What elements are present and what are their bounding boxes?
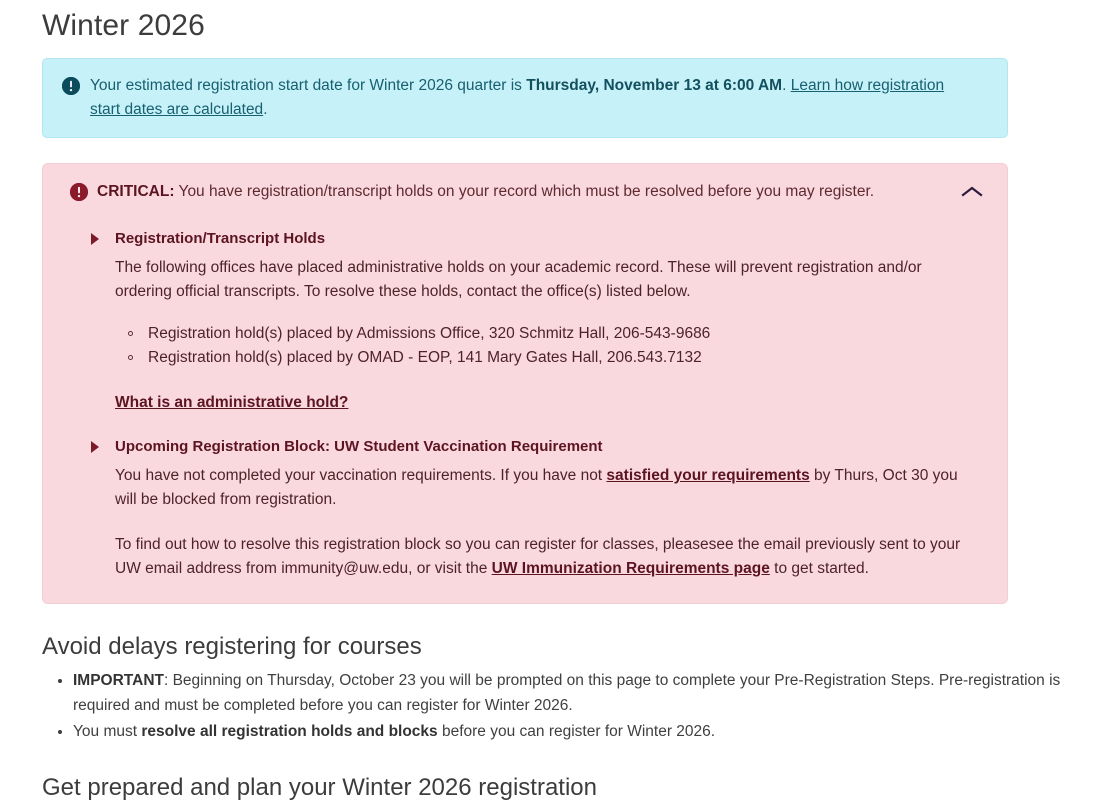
list-item xyxy=(73,719,1119,744)
vacc-p2-after: to get started. xyxy=(769,560,869,577)
what-is-administrative-hold-link[interactable]: What is an administrative hold? xyxy=(115,394,349,411)
resolve-holds-prefix: You must xyxy=(73,723,142,740)
holds-section-heading-label: Registration/Transcript Holds xyxy=(115,230,326,247)
holds-list xyxy=(115,322,977,370)
vaccination-block-body xyxy=(91,464,977,581)
alert-header xyxy=(43,164,1007,216)
holds-section-body xyxy=(91,256,977,415)
banner-trailing-period: . xyxy=(263,101,268,118)
exclamation-circle-icon xyxy=(62,77,80,95)
important-text: : Beginning on Thursday, October 23 you will be prompted on this page to complete your Pre-Registration Steps. Pre-registration is required and must be completed before you can register for Winter 2026. xyxy=(73,672,1061,714)
vacc-p2-before: To find out how to resolve this registration block so you can register for classes, pleasesee the email previously sent to your UW email address from immunity@uw.edu, or visit the xyxy=(115,536,961,577)
alert-headline xyxy=(88,181,957,202)
resolve-holds-bold: resolve all registration holds and blocks xyxy=(141,723,438,740)
banner-message xyxy=(90,74,970,122)
satisfied-your-requirements-link[interactable]: satisfied your requirements xyxy=(606,467,810,484)
avoid-delays-list xyxy=(42,668,1119,744)
vaccination-paragraph-2 xyxy=(115,533,977,581)
admin-hold-link-wrapper xyxy=(115,391,977,415)
page-title: Winter 2026 xyxy=(42,9,205,42)
get-prepared-title: Get prepared and plan your Winter 2026 registration xyxy=(42,774,597,801)
banner-date: Thursday, November 13 at 6:00 AM xyxy=(526,77,783,94)
critical-headline-text: You have registration/transcript holds on your record which must be resolved before you may register. xyxy=(174,183,875,200)
holds-description: The following offices have placed administrative holds on your academic record. These will prevent registration and/or ordering official transcripts. To resolve these holds, contact the office(s) listed below. xyxy=(115,259,922,300)
resolve-holds-text: before you can register for Winter 2026. xyxy=(437,723,716,740)
chevron-up-icon[interactable] xyxy=(957,181,987,203)
exclamation-circle-icon xyxy=(70,183,88,201)
list-item: Registration hold(s) placed by OMAD - EOP, 141 Mary Gates Hall, 206.543.7132 xyxy=(124,346,977,370)
vacc-p1-before: You have not completed your vaccination requirements. If you have not xyxy=(115,467,607,484)
list-item: Registration hold(s) placed by Admissions Office, 320 Schmitz Hall, 206-543-9686 xyxy=(124,322,977,346)
triangle-right-icon xyxy=(91,441,99,453)
learn-how-start-dates-link[interactable]: Learn how registration start dates are calculated xyxy=(90,77,945,118)
important-label: IMPORTANT xyxy=(73,672,164,689)
uw-immunization-requirements-link[interactable]: UW Immunization Requirements page xyxy=(491,560,770,577)
banner-lead-text: Your estimated registration start date for Winter 2026 quarter is xyxy=(90,77,527,94)
vaccination-block-heading-label: Upcoming Registration Block: UW Student Vaccination Requirement xyxy=(115,438,603,455)
banner-after-date: . xyxy=(782,77,791,94)
critical-holds-alert xyxy=(42,163,1008,604)
avoid-delays-title: Avoid delays registering for courses xyxy=(42,633,422,660)
critical-label: CRITICAL: xyxy=(97,183,175,200)
alert-body xyxy=(43,229,1007,581)
list-item xyxy=(73,668,1119,718)
holds-section-heading[interactable] xyxy=(91,229,977,249)
triangle-right-icon xyxy=(91,233,99,245)
vacc-p1-after: by Thurs, Oct 30 you will be blocked from registration. xyxy=(115,467,958,508)
registration-start-date-banner xyxy=(42,58,1008,138)
vaccination-block-heading[interactable] xyxy=(91,437,977,457)
vaccination-paragraph-1 xyxy=(115,464,977,512)
